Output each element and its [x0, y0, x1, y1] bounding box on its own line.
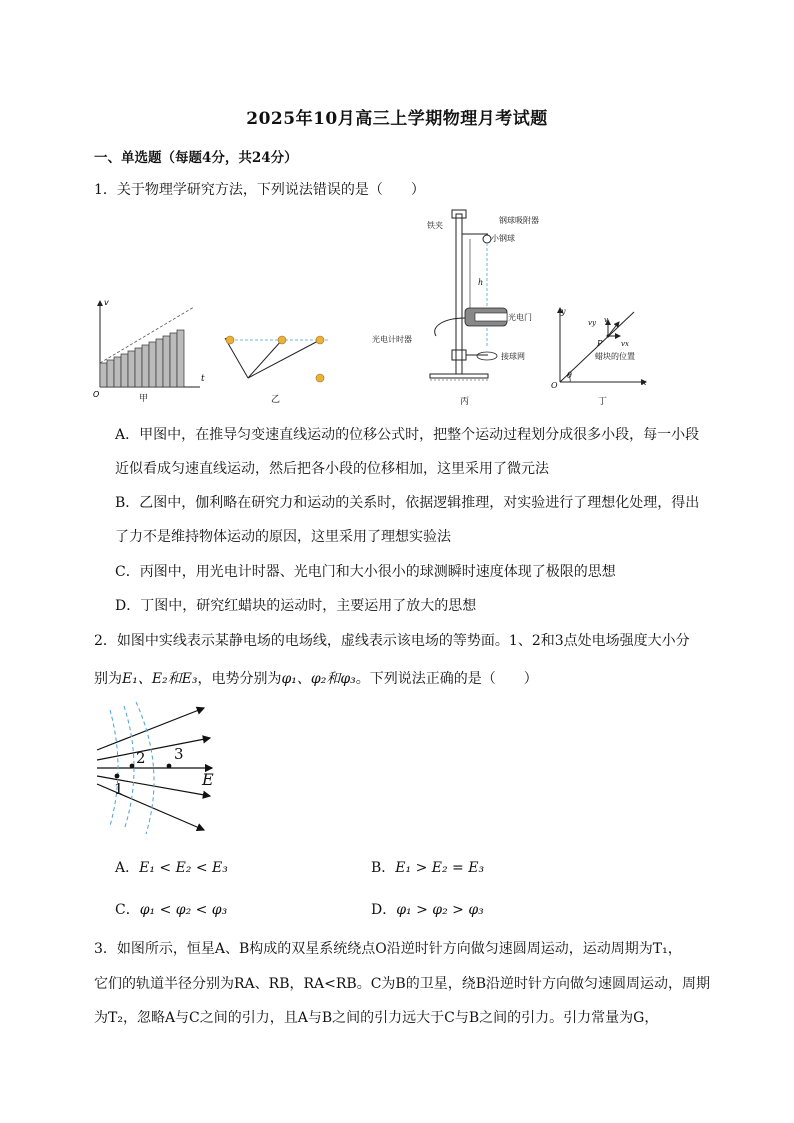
q1-option-b-line2: 了力不是维持物体运动的原因，这里采用了理想实验法 [115, 529, 451, 545]
bing-label-clamp: 铁夹 [427, 221, 443, 230]
jia-origin: O [93, 390, 100, 399]
yi-caption: 乙 [271, 395, 281, 405]
q1-option-d[interactable]: D．丁图中，研究红蜡块的运动时，主要运用了放大的思想 [115, 598, 477, 614]
q2-option-c[interactable]: C．φ₁ < φ₂ < φ₃ [115, 902, 228, 918]
jia-bars [100, 330, 184, 387]
q2-phi-list: φ₁、φ₂和φ₃ [281, 671, 356, 687]
bing-label-timer: 光电计时器 [372, 335, 412, 344]
q2-option-d[interactable]: D．φ₁ > φ₂ > φ₃ [371, 902, 484, 918]
q1-option-c[interactable]: C．丙图中，用光电计时器、光电门和大小很小的球测瞬时速度体现了极限的思想 [115, 564, 616, 580]
q1-figure-yi [220, 328, 340, 388]
ding-label-vx: vx [621, 340, 629, 348]
jia-axis-t: t [201, 374, 205, 384]
q1-figure-jia [90, 295, 200, 405]
bing-label-gate: 光电门 [508, 313, 532, 322]
q2-E-list: E₁、E₂和E₃ [122, 671, 198, 687]
q2-point-2: 2 [136, 749, 146, 767]
q2-label-E: E [202, 770, 214, 789]
q1-option-a-line1[interactable]: A．甲图中，在推导匀变速直线运动的位移公式时，把整个运动过程划分成很多小段，每一小段 [115, 427, 700, 443]
ding-label-P: P [597, 339, 603, 348]
q2-point-1: 1 [114, 780, 124, 798]
q3-stem-line3: 为T₂，忽略A与C之间的引力，且A与B之间的引力远大于C与B之间的引力。引力常量为G， [94, 1010, 659, 1026]
ding-axis-y: y [561, 307, 566, 316]
ding-label-vy: vy [588, 319, 596, 327]
ding-caption: 丁 [598, 397, 608, 407]
q2-stem-line1: 2．如图中实线表示某静电场的电场线，虚线表示该电场的等势面。1、2和3点处电场强度大小分 [94, 633, 690, 649]
q3-stem-line1: 3．如图所示，恒星A、B构成的双星系统绕点O沿逆时针方向做匀速圆周运动，运动周期为T₁， [94, 941, 682, 957]
bing-label-adsorber: 钢球吸附器 [499, 216, 539, 225]
q2-line2-c: 。下列说法正确的是（ ） [355, 671, 538, 687]
q1-option-a-line2: 近似看成匀速直线运动，然后把各小段的位移相加，这里采用了微元法 [115, 461, 549, 477]
section-heading: 一、单选题（每题4分，共24分） [94, 150, 298, 166]
q2-point-3: 3 [174, 745, 184, 763]
ding-axis-x: x [642, 378, 647, 387]
q2-stem-line2 [94, 668, 538, 688]
bing-label-h: h [478, 278, 484, 287]
ding-origin: O [551, 381, 558, 390]
ding-label-v: v [604, 316, 608, 324]
page-title: 2025年10月高三上学期物理月考试题 [246, 109, 548, 129]
bing-label-ball: 小钢球 [491, 234, 515, 243]
q1-option-b-line1[interactable]: B．乙图中，伽利略在研究力和运动的关系时，依据逻辑推理，对实验进行了理想化处理，得出 [115, 495, 700, 511]
jia-caption: 甲 [139, 394, 149, 404]
q2-figure-field [92, 700, 222, 835]
q2-line2-a: 别为 [94, 671, 122, 687]
bing-caption: 丙 [460, 397, 470, 407]
q2-option-b[interactable]: B．E₁ > E₂ = E₃ [371, 860, 485, 876]
bing-label-net: 接球网 [501, 352, 525, 361]
q1-stem: 1．关于物理学研究方法，下列说法错误的是（ ） [94, 182, 425, 198]
jia-axis-v: v [104, 298, 109, 307]
q2-line2-b: ，电势分别为 [197, 671, 282, 687]
q3-stem-line2: 它们的轨道半径分别为RA、RB，RA<RB。C为B的卫星，绕B沿逆时针方向做匀速圆周运动，周期 [94, 976, 710, 992]
q2-option-a[interactable]: A．E₁ < E₂ < E₃ [115, 860, 228, 876]
ding-theta: θ [567, 371, 572, 380]
ding-label-pos: 蜡块的位置 [595, 352, 635, 361]
